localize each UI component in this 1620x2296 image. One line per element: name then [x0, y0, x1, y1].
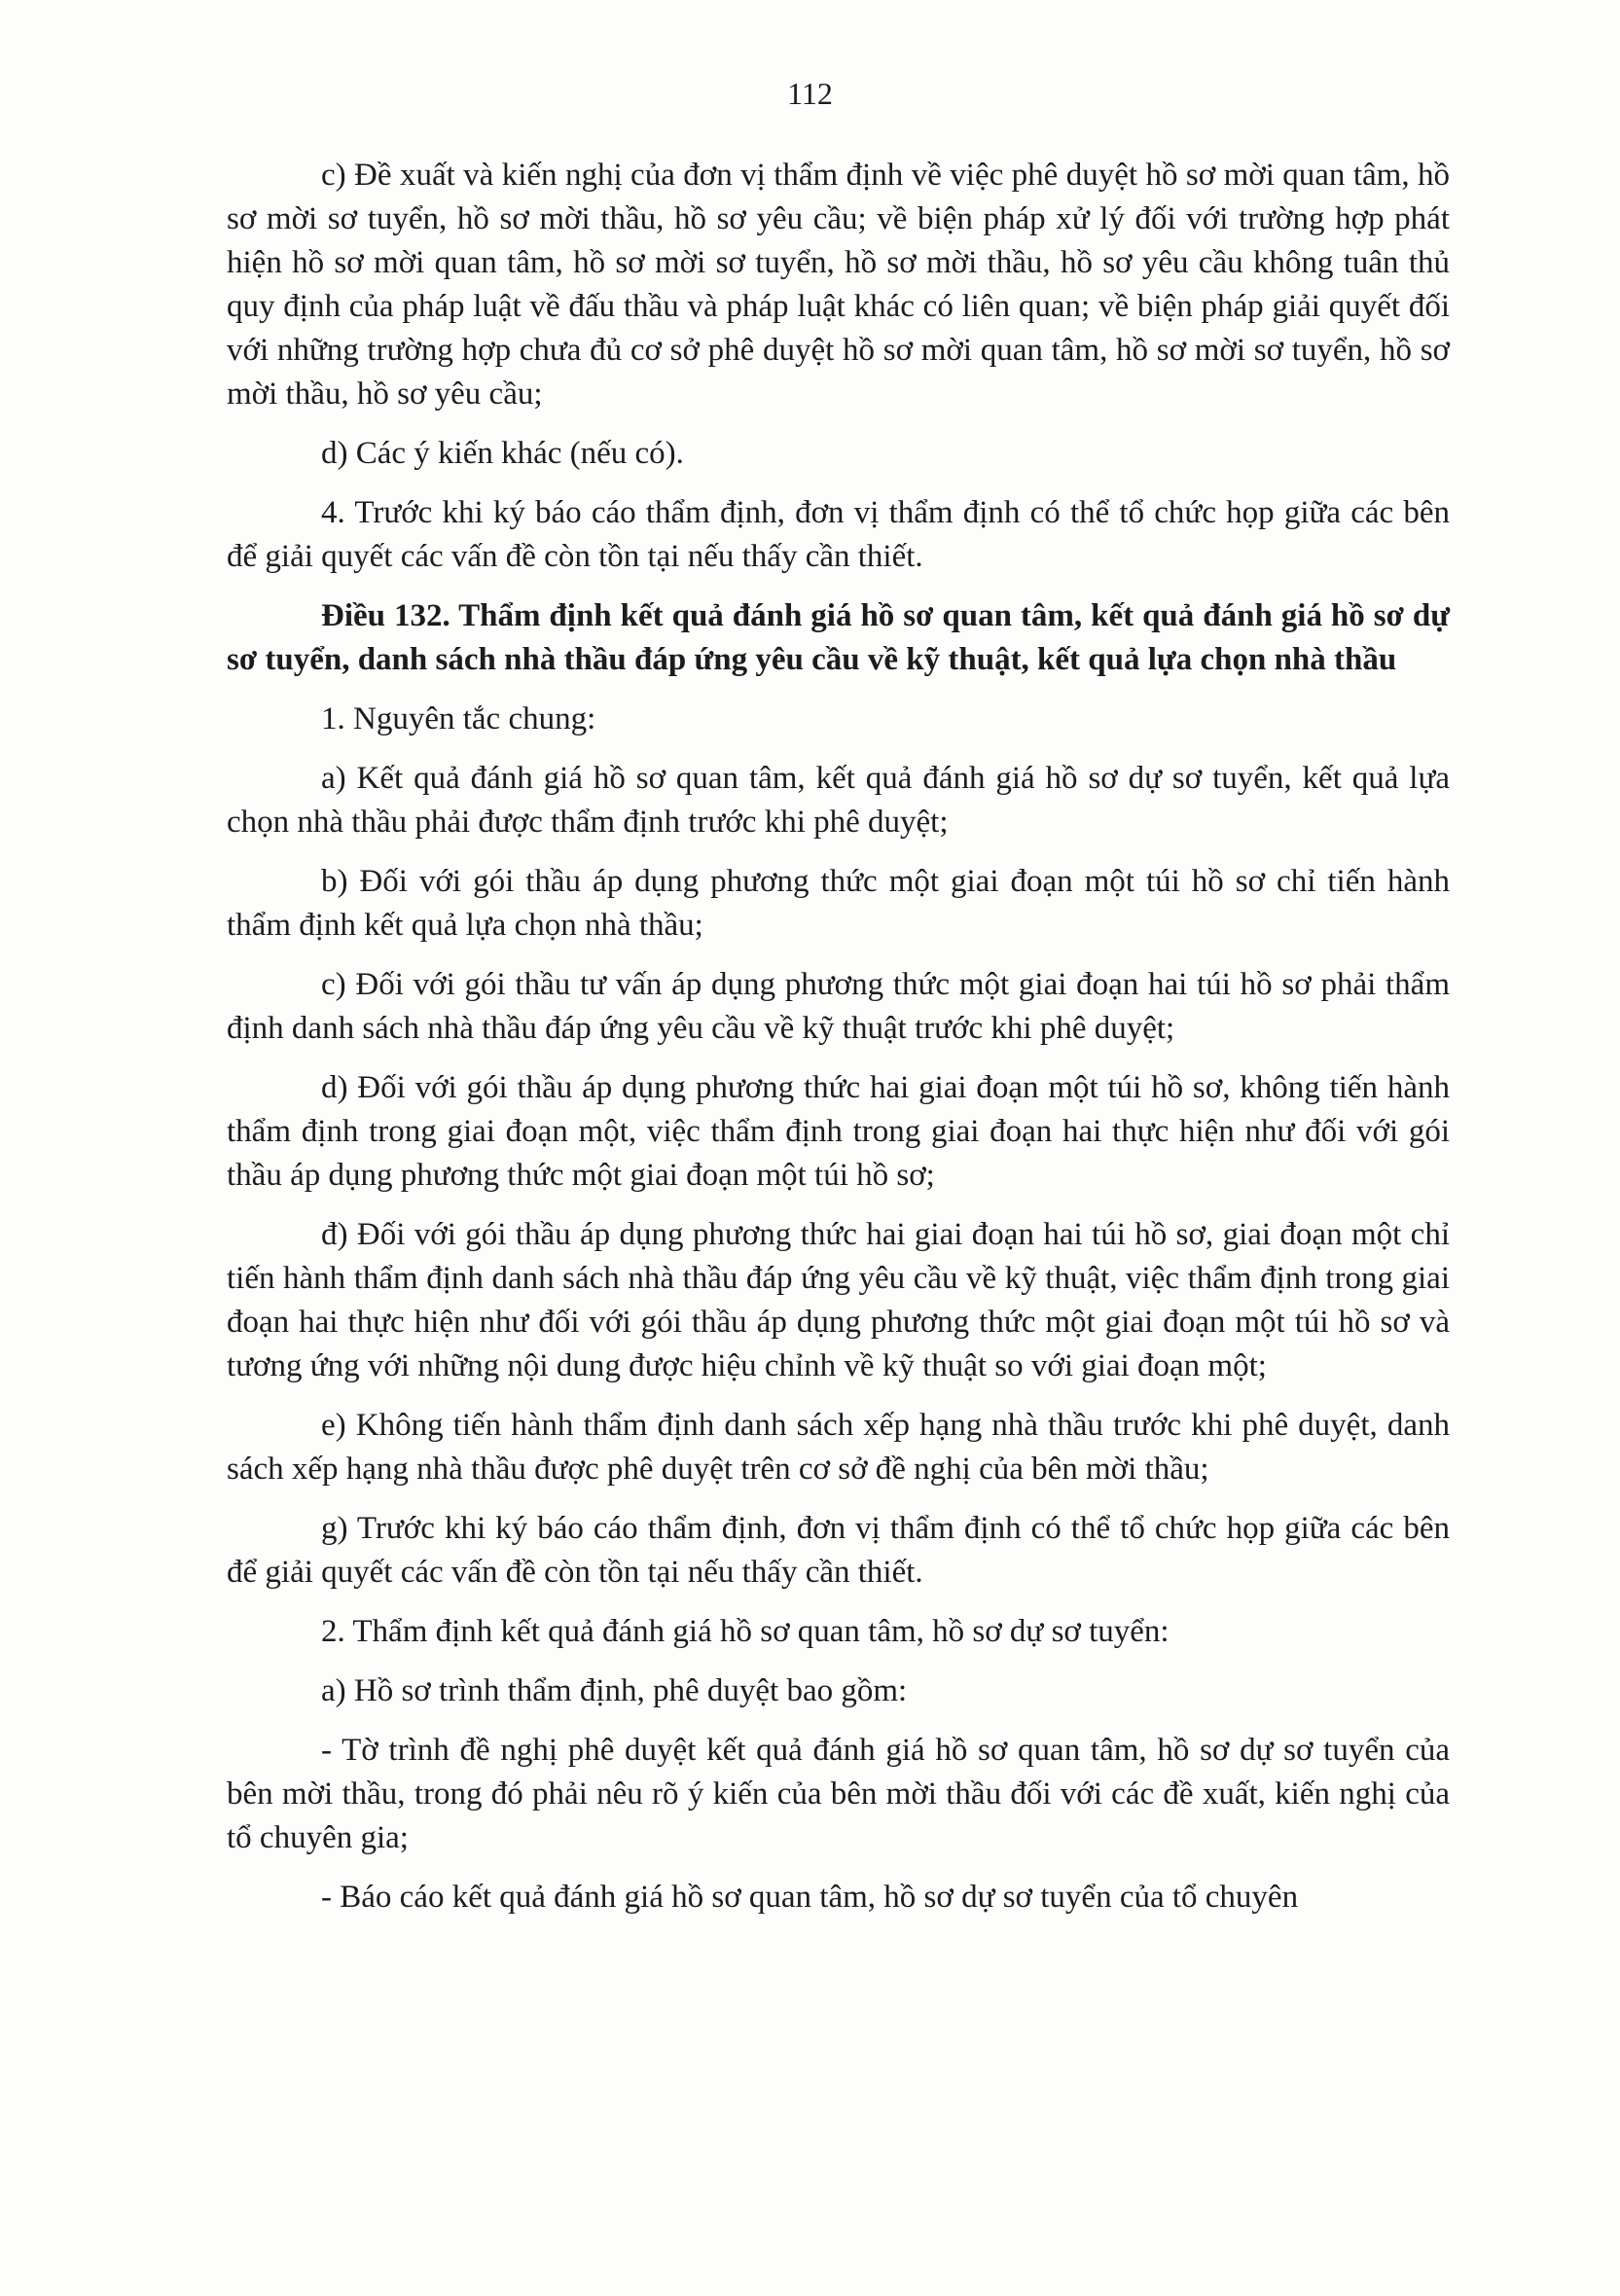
document-body — [227, 154, 1450, 1935]
list-item-report: - Báo cáo kết quả đánh giá hồ sơ quan tâm, hồ sơ dự sơ tuyển của tổ chuyên — [321, 1880, 1299, 1915]
paragraph-c-consulting: c) Đối với gói thầu tư vấn áp dụng phương thức một giai đoạn hai túi hồ sơ phải thẩm định danh sách nhà thầu đáp ứng yêu cầu về kỹ thuật trước khi phê duyệt; — [227, 967, 1450, 1046]
paragraph-4-meeting: 4. Trước khi ký báo cáo thẩm định, đơn vị thẩm định có thể tổ chức họp giữa các bên để giải quyết các vấn đề còn tồn tại nếu thấy cần thiết. — [227, 495, 1450, 574]
paragraph-a-dossier: a) Hồ sơ trình thẩm định, phê duyệt bao gồm: — [321, 1673, 908, 1708]
list-item-submission: - Tờ trình đề nghị phê duyệt kết quả đánh giá hồ sơ quan tâm, hồ sơ dự sơ tuyển của bên mời thầu, trong đó phải nêu rõ ý kiến của bên mời thầu đối với các đề xuất, kiến nghị của tổ chuyên gia; — [227, 1733, 1450, 1855]
paragraph-g-meeting: g) Trước khi ký báo cáo thẩm định, đơn vị thẩm định có thể tổ chức họp giữa các bên để giải quyết các vấn đề còn tồn tại nếu thấy cần thiết. — [227, 1511, 1450, 1590]
paragraph-e-ranking: e) Không tiến hành thẩm định danh sách xếp hạng nhà thầu trước khi phê duyệt, danh sách xếp hạng nhà thầu được phê duyệt trên cơ sở đề nghị của bên mời thầu; — [227, 1408, 1450, 1487]
paragraph-d-other-opinions: d) Các ý kiến khác (nếu có). — [321, 436, 684, 471]
paragraph-1-general-principles: 1. Nguyên tắc chung: — [321, 701, 596, 736]
page-number: 112 — [787, 76, 833, 111]
article-132-heading: Điều 132. Thẩm định kết quả đánh giá hồ sơ quan tâm, kết quả đánh giá hồ sơ dự sơ tuyển, danh sách nhà thầu đáp ứng yêu cầu về kỹ thuật, kết quả lựa chọn nhà thầu — [227, 598, 1450, 677]
paragraph-a-results: a) Kết quả đánh giá hồ sơ quan tâm, kết quả đánh giá hồ sơ dự sơ tuyển, kết quả lựa chọn nhà thầu phải được thẩm định trước khi phê duyệt; — [227, 761, 1450, 840]
paragraph-dd-two-stage-two-envelope: đ) Đối với gói thầu áp dụng phương thức hai giai đoạn hai túi hồ sơ, giai đoạn một chỉ tiến hành thẩm định danh sách nhà thầu đáp ứng yêu cầu về kỹ thuật, việc thẩm định trong giai đoạn hai thực hiện như đối với gói thầu áp dụng phương thức một giai đoạn một túi hồ sơ và tương ứng với những nội dung được hiệu chỉnh về kỹ thuật so với giai đoạn một; — [227, 1217, 1450, 1383]
paragraph-b-one-stage-one-envelope: b) Đối với gói thầu áp dụng phương thức một giai đoạn một túi hồ sơ chỉ tiến hành thẩm định kết quả lựa chọn nhà thầu; — [227, 864, 1450, 943]
paragraph-c-proposals: c) Đề xuất và kiến nghị của đơn vị thẩm định về việc phê duyệt hồ sơ mời quan tâm, hồ sơ mời sơ tuyển, hồ sơ mời thầu, hồ sơ yêu cầu; về biện pháp xử lý đối với trường hợp phát hiện hồ sơ mời quan tâm, hồ sơ mời sơ tuyển, hồ sơ mời thầu, hồ sơ yêu cầu không tuân thủ quy định của pháp luật về đấu thầu và pháp luật khác có liên quan; về biện pháp giải quyết đối với những trường hợp chưa đủ cơ sở phê duyệt hồ sơ mời quan tâm, hồ sơ mời sơ tuyển, hồ sơ mời thầu, hồ sơ yêu cầu; — [227, 158, 1450, 412]
paragraph-2-appraisal: 2. Thẩm định kết quả đánh giá hồ sơ quan tâm, hồ sơ dự sơ tuyển: — [321, 1614, 1170, 1649]
paragraph-d-two-stage-one-envelope: d) Đối với gói thầu áp dụng phương thức hai giai đoạn một túi hồ sơ, không tiến hành thẩm định trong giai đoạn một, việc thẩm định trong giai đoạn hai thực hiện như đối với gói thầu áp dụng phương thức một giai đoạn một túi hồ sơ; — [227, 1070, 1450, 1193]
